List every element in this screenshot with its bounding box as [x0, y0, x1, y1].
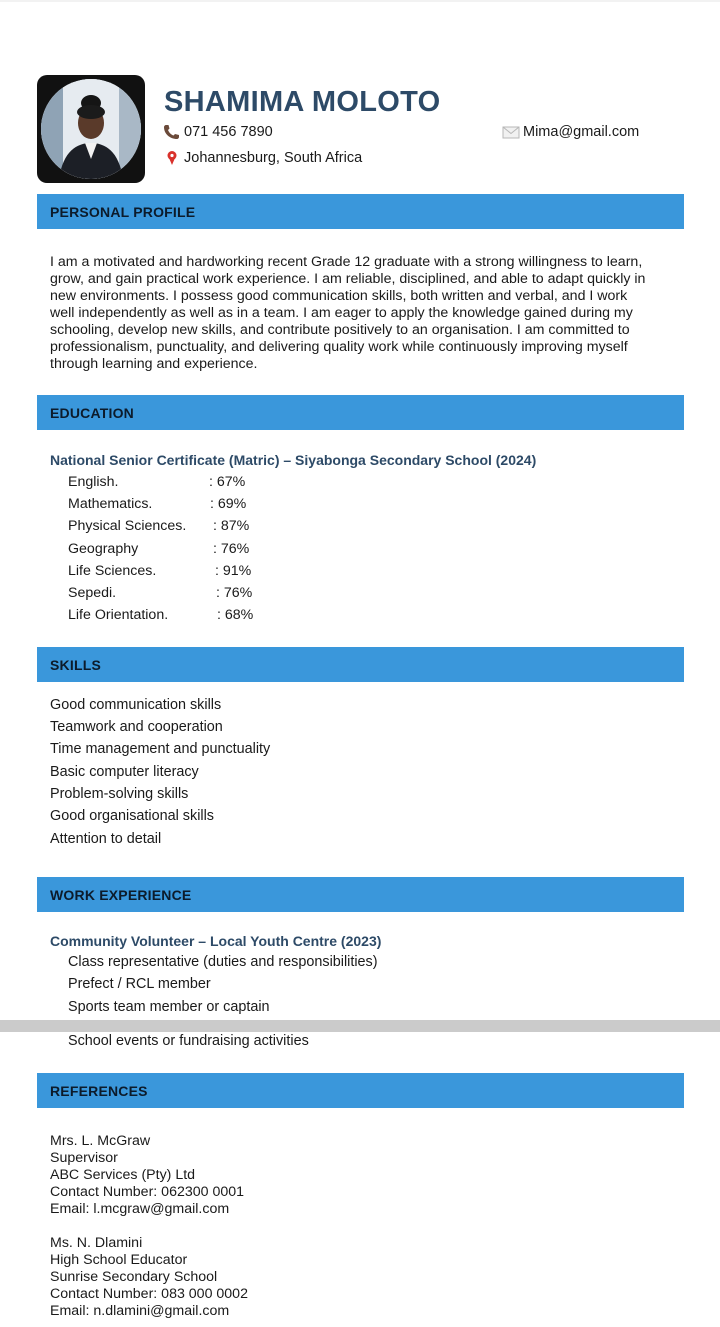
qualification-title: National Senior Certificate (Matric) – Siyabonga Secondary School (2024) [50, 452, 537, 468]
page-divider [0, 1020, 720, 1032]
subject-row [68, 607, 254, 623]
location-pin-icon [163, 150, 181, 166]
section-work-experience: WORK EXPERIENCE [37, 877, 684, 912]
reference-title: High School Educator [50, 1252, 188, 1268]
subject-name: Life Sciences. [68, 563, 157, 579]
subject-row [68, 474, 246, 490]
candidate-name: SHAMIMA MOLOTO [164, 86, 441, 118]
skill-item: Problem-solving skills [50, 786, 189, 802]
email-contact [502, 124, 639, 140]
subject-row [68, 563, 252, 579]
reference-name: Ms. N. Dlamini [50, 1235, 143, 1251]
top-border [0, 0, 720, 2]
profile-line: new environments. I possess good communication skills, both written and verbal, and I work [50, 288, 628, 304]
phone-icon [163, 124, 181, 140]
reference-email: Email: l.mcgraw@gmail.com [50, 1201, 230, 1217]
section-references: REFERENCES [37, 1073, 684, 1108]
subject-mark: : 76% [213, 541, 250, 557]
reference-title: Supervisor [50, 1150, 118, 1166]
profile-photo-frame [37, 75, 145, 183]
subject-name: Sepedi. [68, 585, 117, 601]
work-item: Sports team member or captain [68, 999, 270, 1015]
reference-contact: Contact Number: 083 000 0002 [50, 1286, 248, 1302]
work-item: School events or fundraising activities [68, 1033, 309, 1049]
subject-mark: : 67% [209, 474, 246, 490]
profile-photo [41, 79, 141, 179]
profile-line: well independently as well as in a team. I am eager to apply the knowledge gained during my [50, 305, 633, 321]
reference-company: Sunrise Secondary School [50, 1269, 218, 1285]
profile-paragraph [50, 254, 670, 373]
email-address[interactable]: Mima@gmail.com [523, 124, 640, 140]
subject-name: Geography [68, 541, 139, 557]
skill-item: Basic computer literacy [50, 764, 199, 780]
subject-row [68, 496, 247, 512]
profile-line: I am a motivated and hardworking recent Grade 12 graduate with a strong willingness to learn, [50, 254, 643, 270]
profile-line: grow, and gain practical work experience. I am reliable, disciplined, and able to adapt quickly in [50, 271, 646, 287]
subject-mark: : 76% [216, 585, 253, 601]
subject-name: Life Orientation. [68, 607, 169, 623]
skill-item: Good organisational skills [50, 808, 214, 824]
subject-mark: : 91% [215, 563, 252, 579]
subject-name: Mathematics. [68, 496, 153, 512]
work-item: Class representative (duties and responsibilities) [68, 954, 378, 970]
reference-company: ABC Services (Pty) Ltd [50, 1167, 196, 1183]
location-text: Johannesburg, South Africa [184, 150, 363, 166]
envelope-icon [502, 124, 520, 140]
reference-entry [50, 1133, 244, 1218]
reference-entry [50, 1235, 248, 1320]
subject-name: English. [68, 474, 119, 490]
section-skills: SKILLS [37, 647, 684, 682]
subject-row [68, 541, 250, 557]
skill-item: Time management and punctuality [50, 741, 271, 757]
reference-name: Mrs. L. McGraw [50, 1133, 151, 1149]
profile-line: professionalism, punctuality, and delivering quality work while continuously improving myself [50, 339, 628, 355]
subject-name: Physical Sciences. [68, 518, 187, 534]
section-personal-profile: PERSONAL PROFILE [37, 194, 684, 229]
subject-row [68, 518, 250, 534]
subject-mark: : 68% [217, 607, 254, 623]
profile-line: through learning and experience. [50, 356, 258, 372]
reference-email: Email: n.dlamini@gmail.com [50, 1303, 230, 1319]
subject-mark: : 69% [210, 496, 247, 512]
subject-mark: : 87% [213, 518, 250, 534]
section-education: EDUCATION [37, 395, 684, 430]
profile-line: schooling, develop new skills, and contribute positively to an organisation. I am committed to [50, 322, 630, 338]
skill-item: Teamwork and cooperation [50, 719, 223, 735]
work-item: Prefect / RCL member [68, 976, 211, 992]
phone-contact [163, 124, 273, 140]
work-role-title: Community Volunteer – Local Youth Centre (2023) [50, 933, 382, 949]
skill-item: Attention to detail [50, 831, 162, 847]
subject-row [68, 585, 253, 601]
skill-item: Good communication skills [50, 697, 222, 713]
phone-number: 071 456 7890 [184, 124, 273, 140]
reference-contact: Contact Number: 062300 0001 [50, 1184, 245, 1200]
location-contact [163, 150, 362, 166]
